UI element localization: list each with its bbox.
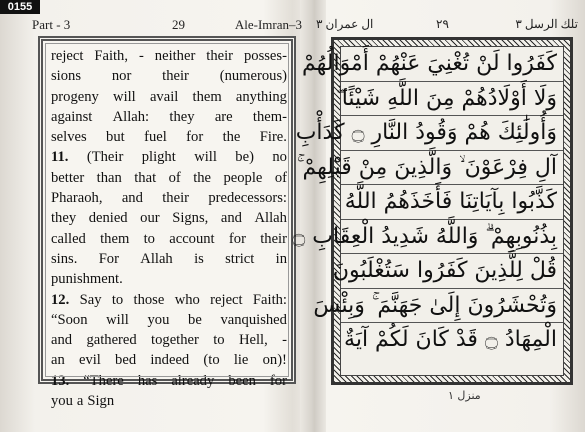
- text-word: -: [138, 48, 144, 64]
- arabic-line: بِذُنُوبِهِمْ ۗ وَاللَّهُ شَدِيدُ الْعِقَابِ ۝: [341, 220, 563, 255]
- text-line: [51, 147, 287, 167]
- text-word: Signs,: [172, 210, 209, 227]
- text-word: that: [134, 169, 157, 186]
- translation-text: [51, 46, 287, 411]
- text-word: reject: [210, 291, 243, 308]
- arabic-page-frame: [292, 37, 573, 385]
- text-word: in: [275, 250, 287, 267]
- text-word: 11.: [51, 149, 69, 166]
- text-word: against: [51, 108, 93, 125]
- text-word: been: [228, 372, 256, 389]
- text-word: their: [206, 48, 234, 64]
- text-line: [51, 87, 287, 107]
- text-word: plight: [141, 149, 176, 166]
- text-word: together: [151, 332, 199, 349]
- text-word: you: [147, 311, 170, 328]
- arabic-line: وَتُحْشَرُونَ إِلَىٰ جَهَنَّمَ ۚ وَبِئْسَ: [341, 289, 563, 324]
- text-word: Fire.: [259, 129, 287, 146]
- text-word: Say: [79, 291, 102, 308]
- arabic-line: الْمِهَادُ ۝ قَدْ كَانَ لَكُمْ آيَةٌ: [344, 327, 557, 352]
- text-word: avail: [149, 88, 179, 105]
- text-word: for: [186, 129, 204, 146]
- text-word: them: [192, 88, 222, 105]
- text-word: people: [223, 169, 263, 186]
- left-page-frame: [38, 36, 296, 410]
- text-word: their: [162, 190, 189, 207]
- text-word: of: [168, 169, 181, 186]
- text-line: [51, 66, 287, 86]
- text-word: a: [76, 393, 84, 410]
- text-word: to: [213, 332, 225, 349]
- text-word: an: [51, 352, 65, 369]
- right-header-part: تلك الرسل ٣: [515, 17, 578, 31]
- text-word: than: [96, 169, 122, 186]
- text-word: fuel: [144, 129, 167, 146]
- text-word: punishment.: [51, 271, 123, 288]
- text-word: to: [143, 230, 155, 247]
- text-word: those: [133, 291, 165, 308]
- text-word: Allah: [140, 250, 173, 267]
- text-word: their: [162, 68, 189, 85]
- text-word: progeny: [51, 88, 99, 105]
- text-word: better: [51, 169, 85, 186]
- text-word: sins.: [51, 250, 78, 267]
- text-word: selves: [51, 129, 87, 146]
- text-word: you: [51, 393, 73, 410]
- text-word: has: [137, 372, 158, 389]
- arabic-line: كَذَّبُوا بِآيَاتِنَا فَأَخَذَهُمُ اللَّهُ: [341, 185, 563, 220]
- text-word: neither: [154, 48, 196, 64]
- text-word: will: [194, 149, 217, 166]
- right-header-surah: ال عمران ٣: [316, 17, 374, 31]
- text-word: reject: [51, 48, 84, 64]
- text-word: and: [220, 210, 242, 227]
- text-word: Faith,: [94, 48, 129, 64]
- text-word: “Soon: [51, 311, 88, 328]
- arabic-line: قُلْ لِلَّذِينَ كَفَرُوا سَتُغْلَبُونَ: [341, 254, 563, 289]
- text-word: denied: [88, 210, 128, 227]
- text-word: they: [169, 108, 195, 125]
- text-word: their: [260, 230, 287, 247]
- text-word: evil: [78, 352, 101, 369]
- left-header-page-number: 29: [172, 17, 185, 32]
- text-line: [51, 391, 287, 411]
- text-word: Hell,: [238, 332, 268, 349]
- text-line: [51, 350, 287, 370]
- text-word: already: [171, 372, 215, 389]
- text-word: be: [188, 311, 202, 328]
- text-word: 12.: [51, 291, 70, 308]
- text-line: [51, 371, 287, 391]
- text-word: Pharaoh,: [51, 190, 103, 207]
- text-word: (Their: [86, 149, 124, 166]
- text-word: (numerous): [219, 68, 287, 85]
- text-word: lie: [233, 352, 249, 369]
- text-word: nor: [111, 68, 132, 85]
- text-word: gathered: [86, 332, 137, 349]
- text-line: [51, 127, 287, 147]
- arabic-text-panel: [292, 46, 564, 376]
- text-word: “There: [83, 372, 124, 389]
- text-word: indeed: [150, 352, 190, 369]
- text-word: for: [269, 372, 287, 389]
- text-word: called: [51, 230, 86, 247]
- manzil-footer-mark: منزل ١: [448, 389, 481, 402]
- text-word: them-: [252, 108, 287, 125]
- text-line: [51, 330, 287, 350]
- text-word: the: [222, 129, 241, 146]
- text-word: they: [51, 210, 77, 227]
- text-line: [51, 168, 287, 188]
- right-header-page-number: ٢٩: [436, 17, 449, 31]
- text-word: to: [111, 291, 124, 308]
- scan-id-label: 0155: [0, 0, 40, 14]
- text-word: be): [235, 149, 254, 166]
- text-line: [51, 208, 287, 228]
- text-word: -: [282, 332, 287, 349]
- text-line: [51, 249, 287, 269]
- text-word: 13.: [51, 372, 70, 389]
- arabic-line: آلِ فِرْعَوْنَ ۙ وَالَّذِينَ مِنْ قَبْلِهِمْ ۚ: [341, 151, 563, 186]
- text-word: anything: [235, 88, 287, 105]
- text-line: [51, 107, 287, 127]
- text-word: will: [106, 311, 129, 328]
- left-header-part: Part - 3: [32, 17, 71, 32]
- text-word: Faith:: [252, 291, 287, 308]
- text-word: Sign: [87, 393, 115, 410]
- right-page-header: [316, 17, 578, 35]
- text-word: is: [194, 250, 204, 267]
- text-word: For: [98, 250, 119, 267]
- text-word: them: [100, 230, 130, 247]
- text-word: for: [228, 230, 246, 247]
- text-word: account: [169, 230, 215, 247]
- text-word: Allah: [254, 210, 287, 227]
- text-word: and: [51, 332, 73, 349]
- text-word: bed: [115, 352, 137, 369]
- text-word: the: [193, 169, 212, 186]
- left-header-surah: Ale-Imran–3: [234, 17, 302, 32]
- arabic-line: وَأُولَٰئِكَ هُمْ وَقُودُ النَّارِ ۝ كَدَأْبِ: [341, 116, 563, 151]
- arabic-line: كَفَرُوا لَنْ تُغْنِيَ عَنْهُمْ أَمْوَالُهُمْ: [341, 47, 563, 82]
- text-word: of: [274, 169, 287, 186]
- text-word: posses-: [243, 48, 287, 64]
- text-word: our: [140, 210, 160, 227]
- text-word: and: [121, 190, 143, 207]
- left-page-header: [32, 17, 302, 35]
- text-word: vanquished: [220, 311, 287, 328]
- text-word: no: [272, 149, 287, 166]
- text-word: Allah:: [112, 108, 150, 125]
- text-word: predecessors:: [208, 190, 287, 207]
- text-word: are: [214, 108, 233, 125]
- text-word: who: [174, 291, 200, 308]
- text-word: will: [113, 88, 136, 105]
- text-line: [51, 229, 287, 249]
- text-word: sions: [51, 68, 82, 85]
- text-line: [51, 46, 287, 66]
- text-line: [51, 290, 287, 310]
- text-word: on)!: [262, 352, 287, 369]
- text-word: but: [106, 129, 125, 146]
- text-line: [51, 269, 287, 289]
- text-word: (to: [203, 352, 220, 369]
- text-line: [51, 310, 287, 330]
- arabic-line: وَلَا أَوْلَادُهُمْ مِنَ اللَّهِ شَيْئًا ۖ: [341, 82, 563, 117]
- text-line: [51, 188, 287, 208]
- text-word: strict: [225, 250, 255, 267]
